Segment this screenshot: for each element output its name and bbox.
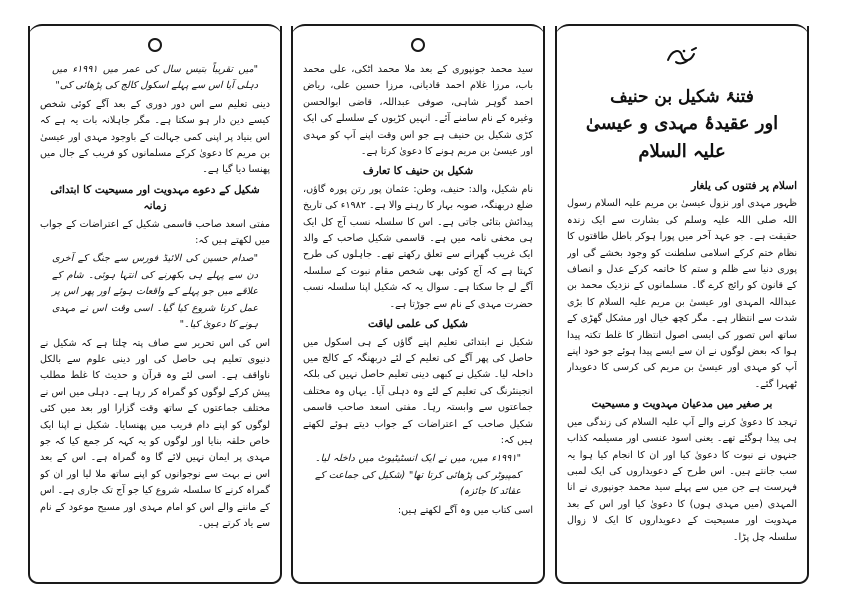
title-line-2: اور عقیدۂ مہدی و عیسیٰ علیہ السلام bbox=[585, 113, 779, 162]
paragraph: دینی تعلیم سے اس دور دوری کے بعد آگے کوئی شخص کیسے دین دار ہو سکتا ہے۔ مگر جاہلانہ بات یہ ہے کہ اس بنیاد پر اپنی کمی جہالت کے باوجود مہدی اور عیسیٰ بن مریم کا دعویٰ کرکے مسلمانوں کو فریب کے جال میں پھنسا دیا گیا ہے۔ bbox=[40, 98, 270, 176]
panel-middle bbox=[291, 26, 545, 584]
quote: "میں تقریباً بتیس سال کی عمر میں ۱۹۹۱ء میں دہلی آیا اس سے پہلے اسکول کالج کی پڑھائی کی" bbox=[52, 64, 258, 92]
section-heading: بر صغیر میں مدعیان مہدویت و مسیحیت bbox=[591, 398, 773, 411]
quote: "۱۹۹۱ء میں، میں نے ایک انسٹیٹیوٹ میں داخلہ لیا۔ کمپیوٹر کی پڑھائی کرتا تھا" (شکیل کی جماعت کے عقائد کا جائزہ) bbox=[315, 453, 521, 498]
punch-hole bbox=[411, 38, 425, 52]
paragraph: اس کی اس تحریر سے صاف پتہ چلتا ہے کہ شکیل نے دنیوی تعلیم ہی حاصل کی اور دینی علوم سے بالکل ناواقف ہے۔ اسی لئے وہ قرآن و حدیث کا غلط مطلب پیش کرکے لوگوں کو گمراہ کر رہا ہے۔ دہلی میں اس نے مختلف جماعتوں کے ساتھ وقت گزارا اور بعد میں کئی لوگوں کو اپنے دام فریب میں پھنسایا۔ شکیل نے اپنا ایک خاص حلقہ بنایا اور لوگوں کو یہ کہہ کر جمع کیا کہ جو مہدی پر ایمان نہیں لائے گا وہ گمراہ ہے۔ اس کے بعد اس نے بہت سے نوجوانوں کو اپنے ساتھ ملا لیا اور ان کو گمراہ کرنے کا سلسلہ شروع کیا جو آج تک جاری ہے۔ اس کے ماننے والے اس کو امام مہدی اور مسیح موعود کے نام سے یاد کرتے ہیں۔ bbox=[40, 337, 270, 529]
panel-left bbox=[28, 26, 282, 584]
paragraph: نام شکیل، والد: حنیف، وطن: عثمان پور رتن پورہ گاؤں، ضلع دربھنگہ، صوبہ بہار کا رہنے والا ہے۔ ۱۹۸۲ء کی تاریخ پیدائش بتائی جاتی ہے۔ اس کا سلسلہ نسب آج کل ایک ہی مخفی نامہ میں ہے۔ قاسمی شکیل صاحب کے والد ایک غریب گھرانے سے تعلق رکھتے تھے۔ جاہلوں کی طرح کہتا ہے کہ آج کوئی بھی شخص مقام نبوت کے سلسلہ آگے لے جا سکتا ہے۔ سوال یہ کہ شکیل اپنا سلسلہ نسب حضرت مہدی کے نام سے جوڑتا ہے۔ bbox=[303, 183, 533, 310]
punch-hole bbox=[148, 38, 162, 52]
section-heading: اسلام پر فتنوں کی یلغار bbox=[691, 180, 797, 192]
section-heading: شکیل کی علمی لیاقت bbox=[368, 318, 468, 331]
paragraph: ظہور مہدی اور نزول عیسیٰ بن مریم علیہ السلام رسول اللہ صلی اللہ علیہ وسلم کی بشارت سے ایک زندہ حقیقت ہے۔ جو عہد آخر میں پورا ہوکر باطل طاقتوں کا نظام ختم کرکے اسلامی سلطنت کو وجود بخشے گی اور پوری دنیا سے ظلم و ستم کا خاتمہ کرکے عدل و انصاف کے قانون کو رائج کرے گا۔ مسلمانوں کے نزدیک محمد بن عبداللہ المہدی اور عیسیٰ بن مریم علیہ السلام کا بڑی شدت سے انتظار ہے۔ مگر کچھ خیال اور مشکل گھڑی کے ساتھ اس تصور کی ایسی اصول انتظار کا غلط تکتہ پیدا ہوا کہ بعض لوگوں نے ان سے ایسے پیدا ہوئے جو خود اپنے آپ کو مہدی اور عیسیٰ بن مریم کی کرسی کا دعویدار ٹھہرا گئے۔ bbox=[567, 198, 797, 390]
panel-middle-content bbox=[303, 62, 533, 574]
panel-right-content bbox=[567, 62, 797, 574]
panel-right bbox=[555, 26, 809, 584]
paragraph: سید محمد جونپوری کے بعد ملا محمد اٹکی، علی محمد باب، مرزا غلام احمد قادیانی، مرزا حسین علی، ریاض احمد گوہر شاہی، صوفی عبداللہ، قاضی ابوالحسن وغیرہ کے نام سامنے آئے۔ انہیں کڑیوں کے سلسلے کی ایک کڑی شکیل بن حنیف ہے جو اس وقت اپنے آپ کو مہدی اور عیسیٰ بن مریم ہونے کا دعویٰ کرتا ہے۔ bbox=[303, 64, 533, 158]
document-title bbox=[567, 84, 797, 166]
quote: "صدام حسین کی الائیڈ فورس سے جنگ کے آخری دن سے پہلے ہی بکھرنے کی انتہا ہوئی۔ شام کے علاقے میں جو پہلے کے واقعات ہوئے اور پھر اس پر عمل کرنا شروع کیا گیا۔ اسی وقت اس نے مہدی ہونے کا دعویٰ کیا۔" bbox=[52, 253, 258, 331]
section-heading: شکیل کے دعوے مہدویت اور مسیحیت کا ابتدائی زمانہ bbox=[50, 183, 260, 213]
paragraph: شکیل نے ابتدائی تعلیم اپنے گاؤں کے ہی اسکول میں حاصل کی پھر آگے کی تعلیم کے لئے دربھنگہ کے کالج میں داخلہ لیا۔ شکیل نے کبھی دینی تعلیم حاصل نہیں کی بلکہ انجینئرنگ کی تعلیم کے لئے وہ دہلی آیا۔ یہاں وہ مختلف جماعتوں سے وابستہ رہا۔ مفتی اسعد صاحب قاسمی شکیل صاحب کے اعتراضات کے جواب دیتے ہوئے لکھتے ہیں کہ: bbox=[303, 336, 533, 446]
panel-left-content bbox=[40, 62, 270, 574]
paragraph: تہجد کا دعویٰ کرنے والے آپ علیہ السلام کی زندگی میں ہی پیدا ہوگئے تھے۔ یعنی اسود عنسی اور مسیلمہ کذاب جنہوں نے نبوت کا دعویٰ کیا اور ان کا انجام کیا ہوا یہ سب جانتے ہیں۔ اس طرح کے دعویداروں کی ایک لمبی فہرست ہے جن میں سے پہلے سید محمد جونپوری نے انا المہدی (میں مہدی ہوں) کا دعویٰ کیا اور اس کے بعد مہدویت اور مسیحیت کے دعویداروں کا ایک لا زوال سلسلہ چل پڑا۔ bbox=[567, 416, 797, 543]
paragraph: اسی کتاب میں وہ آگے لکھتے ہیں: bbox=[397, 504, 533, 516]
paragraph: مفتی اسعد صاحب قاسمی شکیل کے اعتراضات کے جواب میں لکھتے ہیں کہ: bbox=[40, 218, 270, 247]
section-heading: شکیل بن حنیف کا تعارف bbox=[362, 165, 474, 178]
title-line-1: فتنۂ شکیل بن حنیف bbox=[610, 87, 754, 107]
